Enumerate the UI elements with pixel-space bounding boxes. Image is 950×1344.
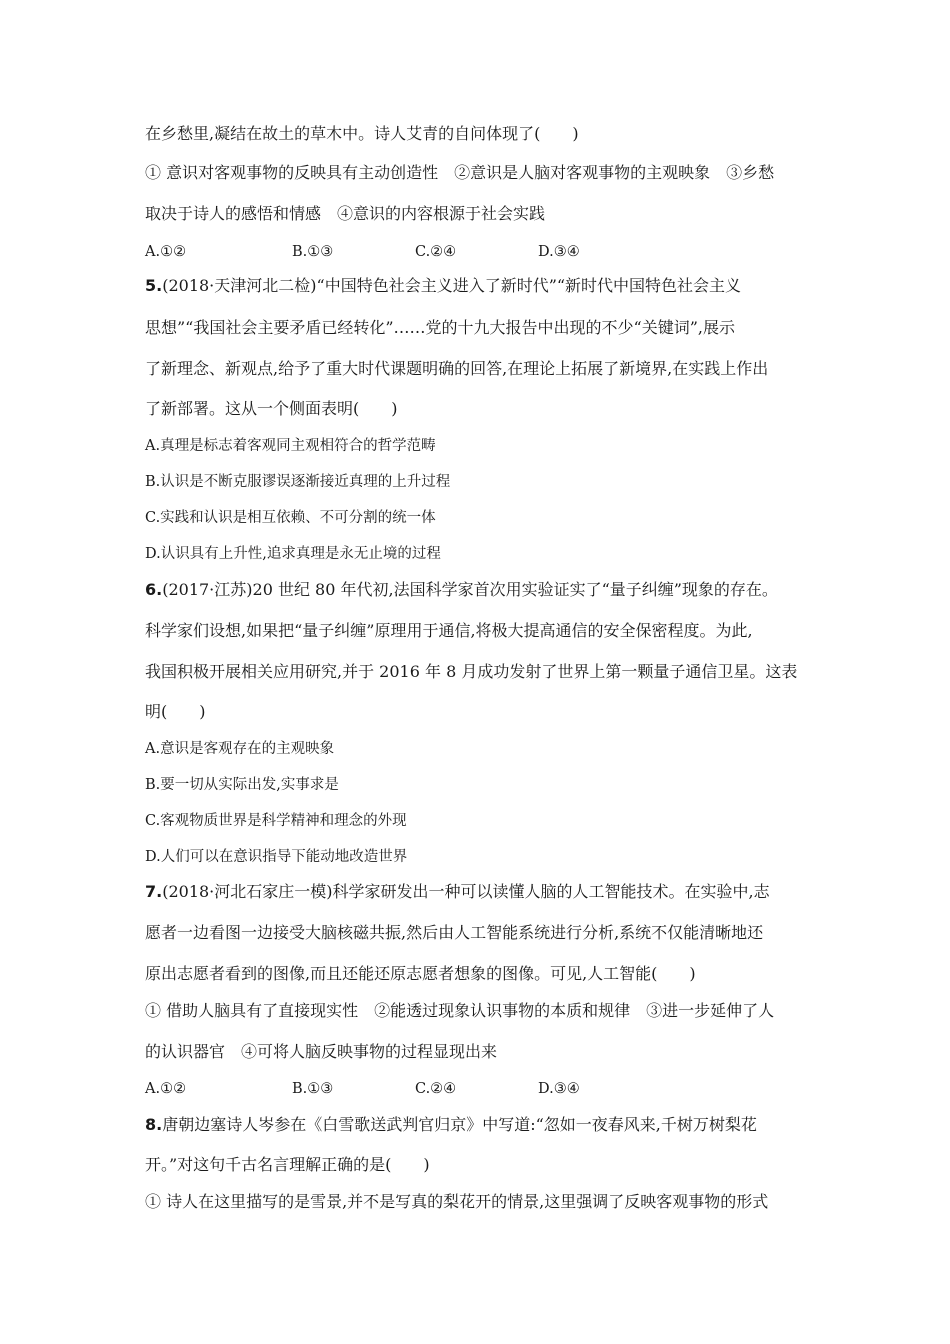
q5-stem-line-1: [145, 276, 741, 296]
q7-option-a: A.①②: [145, 1081, 187, 1097]
q6-stem-line-4: 明( ): [145, 702, 206, 721]
q4-option-d: D.③④: [538, 244, 580, 260]
q5-option-d: D.认识具有上升性,追求真理是永无止境的过程: [145, 546, 441, 562]
q5-option-c: C.实践和认识是相互依赖、不可分割的统一体: [145, 510, 436, 526]
q8-stem-line-1: [145, 1115, 757, 1135]
q8-number: 8.: [145, 1115, 163, 1134]
q4-stem-line-1: 在乡愁里,凝结在故土的草木中。诗人艾青的自问体现了( ): [145, 124, 579, 143]
q6-option-c: C.客观物质世界是科学精神和理念的外现: [145, 813, 407, 829]
q4-option-a: A.①②: [145, 244, 187, 260]
q6-number: 6.: [145, 580, 163, 599]
q5-number: 5.: [145, 276, 163, 295]
q4-stem-line-2: ① 意识对客观事物的反映具有主动创造性 ②意识是人脑对客观事物的主观映象 ③乡愁: [145, 163, 775, 182]
q4-option-b: B.①③: [292, 244, 334, 260]
q7-number: 7.: [145, 882, 163, 901]
q7-stem-line-1: [145, 882, 770, 902]
q8-stem-line-3: ① 诗人在这里描写的是雪景,并不是写真的梨花开的情景,这里强调了反映客观事物的形式: [145, 1192, 769, 1211]
q7-option-d: D.③④: [538, 1081, 580, 1097]
q7-stem-line-3: 原出志愿者看到的图像,而且还能还原志愿者想象的图像。可见,人工智能( ): [145, 964, 696, 983]
q6-option-b: B.要一切从实际出发,实事求是: [145, 777, 339, 793]
q4-option-c: C.②④: [415, 244, 457, 260]
q7-stem-line-4: ① 借助人脑具有了直接现实性 ②能透过现象认识事物的本质和规律 ③进一步延伸了人: [145, 1001, 775, 1020]
q5-option-a: A.真理是标志着客观同主观相符合的哲学范畴: [145, 438, 436, 454]
q7-stem-line-2: 愿者一边看图一边接受大脑核磁共振,然后由人工智能系统进行分析,系统不仅能清晰地还: [145, 923, 764, 942]
q7-stem-line-5: 的认识器官 ④可将人脑反映事物的过程显现出来: [145, 1042, 498, 1061]
q5-stem-line-3: 了新理念、新观点,给予了重大时代课题明确的回答,在理论上拓展了新境界,在实践上作出: [145, 359, 769, 378]
q7-option-c: C.②④: [415, 1081, 457, 1097]
q6-option-a: A.意识是客观存在的主观映象: [145, 741, 335, 757]
q6-option-d: D.人们可以在意识指导下能动地改造世界: [145, 849, 408, 865]
q5-option-b: B.认识是不断克服谬误逐渐接近真理的上升过程: [145, 474, 451, 490]
q6-stem-line-2: 科学家们设想,如果把“量子纠缠”原理用于通信,将极大提高通信的安全保密程度。为此,: [145, 621, 753, 640]
q6-stem-line-3: 我国积极开展相关应用研究,并于 2016 年 8 月成功发射了世界上第一颗量子通信卫星。这表: [145, 662, 798, 681]
q5-stem-text: (2018·天津河北二检)“中国特色社会主义进入了新时代”“新时代中国特色社会主义: [162, 276, 742, 295]
q5-stem-line-4: 了新部署。这从一个侧面表明( ): [145, 399, 398, 418]
q6-stem-line-1: [145, 580, 778, 600]
q8-stem-line-2: 开。”对这句千古名言理解正确的是( ): [145, 1155, 430, 1174]
q6-stem-text: (2017·江苏)20 世纪 80 年代初,法国科学家首次用实验证实了“量子纠缠”现象的存在。: [162, 580, 778, 599]
q5-stem-line-2: 思想”“我国社会主要矛盾已经转化”……党的十九大报告中出现的不少“关键词”,展示: [145, 318, 735, 337]
q4-stem-line-3: 取决于诗人的感悟和情感 ④意识的内容根源于社会实践: [145, 204, 546, 223]
q7-stem-text: (2018·河北石家庄一模)科学家研发出一种可以读懂人脑的人工智能技术。在实验中,志: [162, 882, 770, 901]
q7-option-b: B.①③: [292, 1081, 334, 1097]
q8-stem-text: 唐朝边塞诗人岑参在《白雪歌送武判官归京》中写道:“忽如一夜春风来,千树万树梨花: [162, 1115, 757, 1134]
